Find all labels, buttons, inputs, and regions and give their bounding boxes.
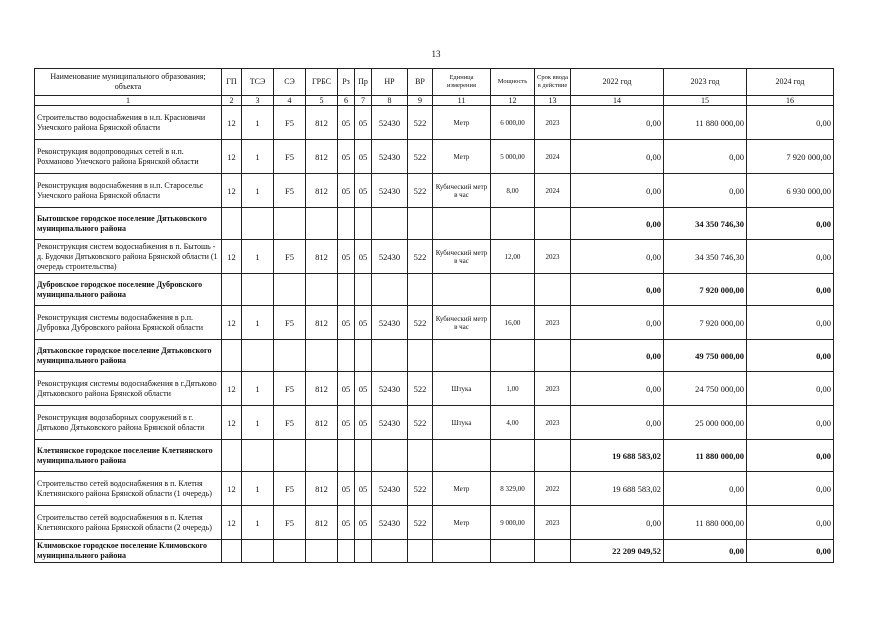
pr-cell: 05: [355, 506, 372, 540]
gp-cell: [222, 274, 242, 306]
name-cell: Бытошское городское поселение Дятьковского муниципального района: [35, 208, 222, 240]
amount-2022-cell: 0,00: [571, 208, 664, 240]
amount-2023-cell: 11 880 000,00: [664, 106, 747, 140]
tse-cell: 1: [242, 140, 274, 174]
table-row: [35, 372, 834, 406]
header-name: Наименование муниципального образования; объекта: [35, 69, 222, 96]
name-cell: Дубровское городское поселение Дубровского муниципального района: [35, 274, 222, 306]
vr-cell: 522: [408, 174, 433, 208]
term-cell: 2023: [535, 106, 571, 140]
gp-cell: [222, 340, 242, 372]
power-cell: [491, 340, 535, 372]
unit-cell: [433, 340, 491, 372]
power-cell: [491, 274, 535, 306]
tse-cell: [242, 340, 274, 372]
grbs-cell: 812: [306, 240, 338, 274]
amount-2022-cell: 19 688 583,02: [571, 472, 664, 506]
column-number: 2: [222, 96, 242, 106]
tse-cell: 1: [242, 472, 274, 506]
grbs-cell: 812: [306, 406, 338, 440]
column-number: 5: [306, 96, 338, 106]
header-gp: ГП: [222, 69, 242, 96]
amount-2024-cell: 0,00: [747, 440, 834, 472]
amount-2023-cell: 0,00: [664, 140, 747, 174]
nr-cell: [372, 540, 408, 563]
header-power: Мощность: [491, 69, 535, 96]
term-cell: [535, 540, 571, 563]
nr-cell: [372, 208, 408, 240]
rz-cell: [338, 340, 355, 372]
se-cell: F5: [274, 106, 306, 140]
unit-cell: Кубический метр в час: [433, 306, 491, 340]
table-row: [35, 472, 834, 506]
rz-cell: 05: [338, 372, 355, 406]
grbs-cell: 812: [306, 306, 338, 340]
term-cell: [535, 274, 571, 306]
header-rz: Рз: [338, 69, 355, 96]
gp-cell: [222, 440, 242, 472]
pr-cell: [355, 340, 372, 372]
name-cell: Строительство сетей водоснабжения в п. Клетня Клетнянского района Брянской области (1 очередь): [35, 472, 222, 506]
se-cell: [274, 540, 306, 563]
vr-cell: 522: [408, 372, 433, 406]
column-number: 4: [274, 96, 306, 106]
nr-cell: 52430: [372, 174, 408, 208]
amount-2022-cell: 0,00: [571, 140, 664, 174]
name-cell: Дятьковское городское поселение Дятьковского муниципального района: [35, 340, 222, 372]
gp-cell: 12: [222, 106, 242, 140]
pr-cell: [355, 274, 372, 306]
grbs-cell: [306, 440, 338, 472]
table-row: [35, 140, 834, 174]
amount-2022-cell: 22 209 049,52: [571, 540, 664, 563]
amount-2022-cell: 19 688 583,02: [571, 440, 664, 472]
grbs-cell: [306, 208, 338, 240]
power-cell: 12,00: [491, 240, 535, 274]
se-cell: [274, 440, 306, 472]
term-cell: 2024: [535, 140, 571, 174]
term-cell: [535, 340, 571, 372]
unit-cell: Метр: [433, 506, 491, 540]
table-row: [35, 174, 834, 208]
nr-cell: 52430: [372, 372, 408, 406]
name-cell: Реконструкция водозаборных сооружений в г. Дятьково Дятьковского района Брянской области: [35, 406, 222, 440]
pr-cell: 05: [355, 306, 372, 340]
column-number-row: [35, 96, 834, 106]
tse-cell: 1: [242, 406, 274, 440]
pr-cell: 05: [355, 106, 372, 140]
rz-cell: 05: [338, 406, 355, 440]
rz-cell: [338, 440, 355, 472]
vr-cell: [408, 440, 433, 472]
se-cell: F5: [274, 140, 306, 174]
unit-cell: Штука: [433, 372, 491, 406]
vr-cell: [408, 274, 433, 306]
pr-cell: 05: [355, 472, 372, 506]
unit-cell: Штука: [433, 406, 491, 440]
amount-2024-cell: 0,00: [747, 340, 834, 372]
nr-cell: [372, 340, 408, 372]
unit-cell: Метр: [433, 472, 491, 506]
power-cell: 8,00: [491, 174, 535, 208]
se-cell: F5: [274, 174, 306, 208]
gp-cell: 12: [222, 140, 242, 174]
vr-cell: [408, 208, 433, 240]
amount-2022-cell: 0,00: [571, 506, 664, 540]
se-cell: F5: [274, 306, 306, 340]
tse-cell: 1: [242, 174, 274, 208]
nr-cell: 52430: [372, 106, 408, 140]
budget-table: [34, 68, 834, 563]
header-row: [35, 69, 834, 96]
amount-2023-cell: 11 880 000,00: [664, 440, 747, 472]
tse-cell: 1: [242, 372, 274, 406]
table-row: [35, 306, 834, 340]
nr-cell: 52430: [372, 306, 408, 340]
nr-cell: 52430: [372, 406, 408, 440]
amount-2023-cell: 0,00: [664, 472, 747, 506]
header-se: СЭ: [274, 69, 306, 96]
vr-cell: [408, 340, 433, 372]
term-cell: 2024: [535, 174, 571, 208]
pr-cell: 05: [355, 406, 372, 440]
name-cell: Реконструкция водопроводных сетей в н.п. Рохманово Унечского района Брянской области: [35, 140, 222, 174]
table-row: [35, 506, 834, 540]
rz-cell: [338, 274, 355, 306]
se-cell: F5: [274, 506, 306, 540]
group-row: [35, 440, 834, 472]
amount-2022-cell: 0,00: [571, 174, 664, 208]
se-cell: [274, 208, 306, 240]
term-cell: 2023: [535, 372, 571, 406]
amount-2023-cell: 25 000 000,00: [664, 406, 747, 440]
gp-cell: 12: [222, 306, 242, 340]
amount-2022-cell: 0,00: [571, 372, 664, 406]
name-cell: Реконструкция систем водоснабжения в п. Бытошь - д. Будочки Дятьковского района Брянской области (1 очередь строительства): [35, 240, 222, 274]
gp-cell: 12: [222, 240, 242, 274]
amount-2023-cell: 24 750 000,00: [664, 372, 747, 406]
rz-cell: 05: [338, 106, 355, 140]
name-cell: Реконструкция водоснабжения в н.п. Старосельє Унечского района Брянской области: [35, 174, 222, 208]
se-cell: [274, 340, 306, 372]
pr-cell: [355, 540, 372, 563]
term-cell: 2023: [535, 506, 571, 540]
pr-cell: 05: [355, 140, 372, 174]
header-2023: 2023 год: [664, 69, 747, 96]
column-number: 15: [664, 96, 747, 106]
amount-2024-cell: 0,00: [747, 506, 834, 540]
nr-cell: 52430: [372, 240, 408, 274]
tse-cell: [242, 274, 274, 306]
gp-cell: 12: [222, 406, 242, 440]
gp-cell: [222, 208, 242, 240]
table-row: [35, 240, 834, 274]
tse-cell: 1: [242, 506, 274, 540]
rz-cell: [338, 208, 355, 240]
tse-cell: 1: [242, 106, 274, 140]
header-2024: 2024 год: [747, 69, 834, 96]
pr-cell: 05: [355, 174, 372, 208]
header-vr: ВР: [408, 69, 433, 96]
gp-cell: 12: [222, 472, 242, 506]
amount-2024-cell: 0,00: [747, 208, 834, 240]
term-cell: 2023: [535, 406, 571, 440]
grbs-cell: 812: [306, 106, 338, 140]
amount-2022-cell: 0,00: [571, 406, 664, 440]
amount-2024-cell: 0,00: [747, 540, 834, 563]
vr-cell: 522: [408, 140, 433, 174]
unit-cell: [433, 440, 491, 472]
tse-cell: [242, 440, 274, 472]
power-cell: [491, 208, 535, 240]
gp-cell: [222, 540, 242, 563]
amount-2023-cell: 7 920 000,00: [664, 306, 747, 340]
nr-cell: 52430: [372, 506, 408, 540]
amount-2022-cell: 0,00: [571, 340, 664, 372]
header-unit: Единица измерения: [433, 69, 491, 96]
rz-cell: [338, 540, 355, 563]
rz-cell: 05: [338, 140, 355, 174]
column-number: 3: [242, 96, 274, 106]
amount-2024-cell: 0,00: [747, 472, 834, 506]
amount-2023-cell: 0,00: [664, 540, 747, 563]
grbs-cell: 812: [306, 174, 338, 208]
amount-2024-cell: 0,00: [747, 306, 834, 340]
header-grbs: ГРБС: [306, 69, 338, 96]
amount-2024-cell: 0,00: [747, 106, 834, 140]
vr-cell: 522: [408, 406, 433, 440]
header-term: Срок ввода в действие: [535, 69, 571, 96]
amount-2023-cell: 0,00: [664, 174, 747, 208]
name-cell: Клетнянское городское поселение Клетнянского муниципального района: [35, 440, 222, 472]
column-number: 8: [372, 96, 408, 106]
rz-cell: 05: [338, 174, 355, 208]
header-nr: НР: [372, 69, 408, 96]
vr-cell: 522: [408, 472, 433, 506]
unit-cell: Метр: [433, 106, 491, 140]
amount-2023-cell: 49 750 000,00: [664, 340, 747, 372]
unit-cell: [433, 208, 491, 240]
grbs-cell: [306, 340, 338, 372]
vr-cell: 522: [408, 506, 433, 540]
grbs-cell: 812: [306, 472, 338, 506]
column-number: 14: [571, 96, 664, 106]
unit-cell: [433, 540, 491, 563]
power-cell: [491, 540, 535, 563]
amount-2024-cell: 0,00: [747, 406, 834, 440]
power-cell: 9 000,00: [491, 506, 535, 540]
power-cell: 8 329,00: [491, 472, 535, 506]
power-cell: 6 000,00: [491, 106, 535, 140]
column-number: 6: [338, 96, 355, 106]
rz-cell: 05: [338, 472, 355, 506]
amount-2022-cell: 0,00: [571, 106, 664, 140]
pr-cell: 05: [355, 372, 372, 406]
table-body: [35, 106, 834, 563]
pr-cell: [355, 440, 372, 472]
power-cell: 1,00: [491, 372, 535, 406]
column-number: 16: [747, 96, 834, 106]
amount-2024-cell: 0,00: [747, 274, 834, 306]
nr-cell: 52430: [372, 472, 408, 506]
column-number: 7: [355, 96, 372, 106]
unit-cell: Кубический метр в час: [433, 240, 491, 274]
gp-cell: 12: [222, 372, 242, 406]
amount-2024-cell: 7 920 000,00: [747, 140, 834, 174]
term-cell: 2022: [535, 472, 571, 506]
amount-2022-cell: 0,00: [571, 274, 664, 306]
se-cell: F5: [274, 240, 306, 274]
amount-2022-cell: 0,00: [571, 240, 664, 274]
group-row: [35, 274, 834, 306]
unit-cell: [433, 274, 491, 306]
grbs-cell: 812: [306, 506, 338, 540]
tse-cell: 1: [242, 306, 274, 340]
table-row: [35, 106, 834, 140]
grbs-cell: 812: [306, 140, 338, 174]
se-cell: F5: [274, 472, 306, 506]
tse-cell: 1: [242, 240, 274, 274]
column-number: 9: [408, 96, 433, 106]
header-pr: Пр: [355, 69, 372, 96]
amount-2023-cell: 7 920 000,00: [664, 274, 747, 306]
power-cell: 4,00: [491, 406, 535, 440]
se-cell: F5: [274, 372, 306, 406]
column-number: 11: [433, 96, 491, 106]
column-number: 1: [35, 96, 222, 106]
amount-2023-cell: 34 350 746,30: [664, 240, 747, 274]
grbs-cell: [306, 274, 338, 306]
nr-cell: 52430: [372, 140, 408, 174]
term-cell: [535, 208, 571, 240]
nr-cell: [372, 274, 408, 306]
grbs-cell: [306, 540, 338, 563]
tse-cell: [242, 540, 274, 563]
power-cell: 5 000,00: [491, 140, 535, 174]
header-tse: ТСЭ: [242, 69, 274, 96]
column-number: 13: [535, 96, 571, 106]
term-cell: 2023: [535, 306, 571, 340]
se-cell: [274, 274, 306, 306]
amount-2024-cell: 6 930 000,00: [747, 174, 834, 208]
grbs-cell: 812: [306, 372, 338, 406]
gp-cell: 12: [222, 174, 242, 208]
tse-cell: [242, 208, 274, 240]
unit-cell: Кубический метр в час: [433, 174, 491, 208]
nr-cell: [372, 440, 408, 472]
group-row: [35, 208, 834, 240]
term-cell: [535, 440, 571, 472]
gp-cell: 12: [222, 506, 242, 540]
vr-cell: 522: [408, 106, 433, 140]
name-cell: Реконструкция системы водоснабжения в г.Дятьково Дятьковского района Брянской области: [35, 372, 222, 406]
amount-2023-cell: 34 350 746,30: [664, 208, 747, 240]
vr-cell: 522: [408, 306, 433, 340]
group-row: [35, 540, 834, 563]
name-cell: Строительство водоснабжения в н.п. Красновичи Унечского района Брянской области: [35, 106, 222, 140]
amount-2024-cell: 0,00: [747, 240, 834, 274]
amount-2023-cell: 11 880 000,00: [664, 506, 747, 540]
power-cell: 16,00: [491, 306, 535, 340]
page-number: 13: [431, 49, 441, 59]
table-row: [35, 406, 834, 440]
vr-cell: [408, 540, 433, 563]
unit-cell: Метр: [433, 140, 491, 174]
power-cell: [491, 440, 535, 472]
se-cell: F5: [274, 406, 306, 440]
group-row: [35, 340, 834, 372]
header-2022: 2022 год: [571, 69, 664, 96]
term-cell: 2023: [535, 240, 571, 274]
amount-2024-cell: 0,00: [747, 372, 834, 406]
column-number: 12: [491, 96, 535, 106]
name-cell: Климовское городское поселение Климовского муниципального района: [35, 540, 222, 563]
pr-cell: [355, 208, 372, 240]
pr-cell: 05: [355, 240, 372, 274]
rz-cell: 05: [338, 306, 355, 340]
amount-2022-cell: 0,00: [571, 306, 664, 340]
name-cell: Строительство сетей водоснабжения в п. Клетня Клетнянского района Брянской области (2 очередь): [35, 506, 222, 540]
vr-cell: 522: [408, 240, 433, 274]
name-cell: Реконструкция системы водоснабжения в р.п. Дубровка Дубровского района Брянской области: [35, 306, 222, 340]
rz-cell: 05: [338, 506, 355, 540]
rz-cell: 05: [338, 240, 355, 274]
